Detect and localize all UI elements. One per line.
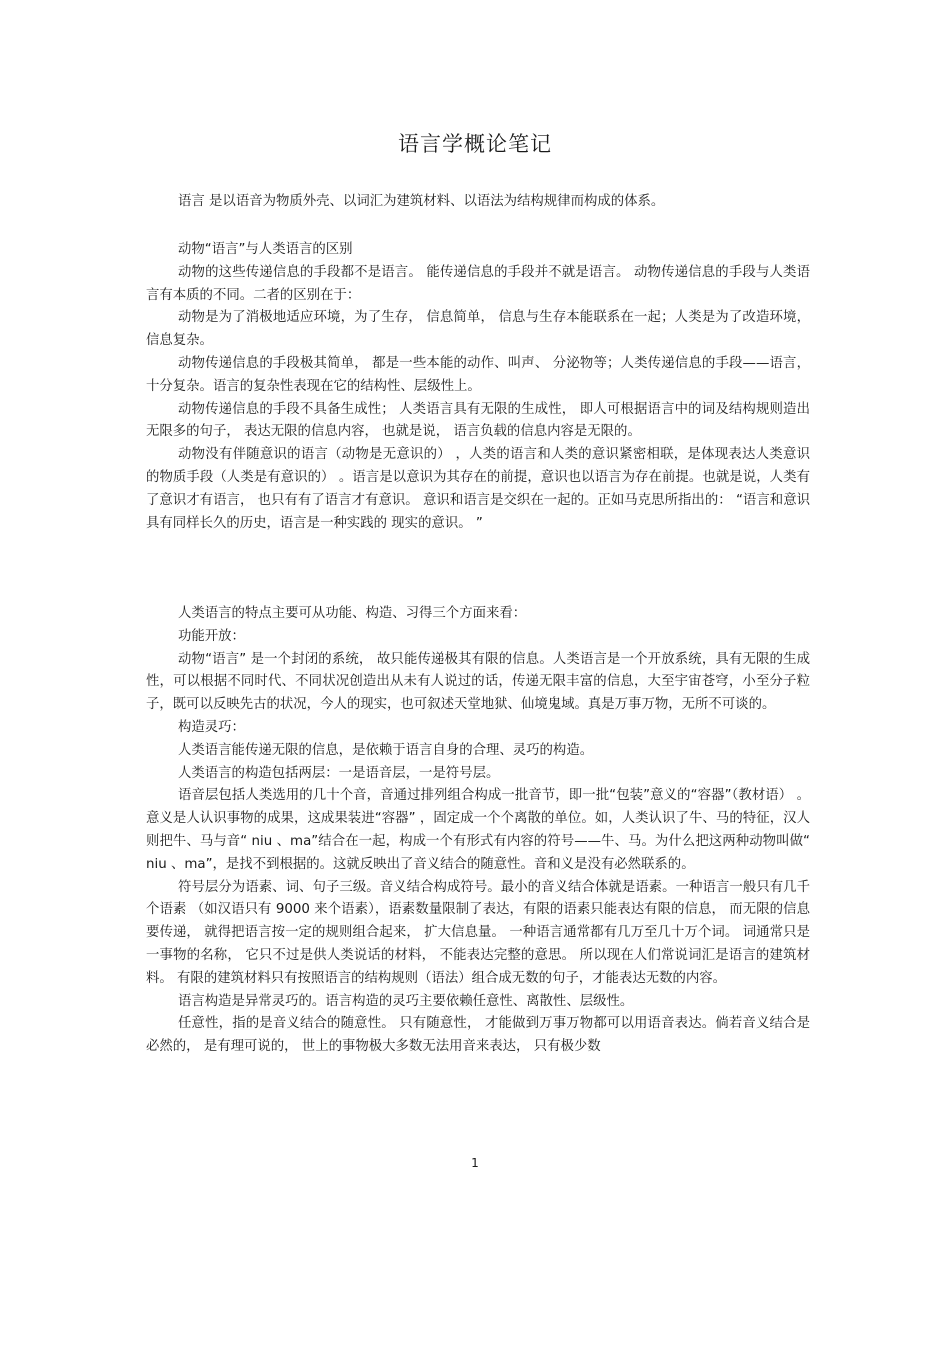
section-heading: 人类语言的特点主要可从功能、构造、习得三个方面来看： [178, 606, 527, 621]
section-animal-vs-human [146, 239, 810, 535]
paragraph-text: 人类语言能传递无限的信息，是依赖于语言自身的合理、灵巧的构造。 [178, 742, 594, 758]
paragraph-text: 符号层分为语素、词、句子三级。音义结合构成符号。最小的音义结合体就是语素。一种语言一般只有几千个语素 （如汉语只有 9000 来个语素），语素数量限制了表达，有限的语素只能表达有限的信息， 而无限的信息要传递， 就得把语言按一定的规则组合起来， 扩大信息量。 一种语言通常都有几万至几十万个词。 词通常只是一事物的名称， 它只不过是供人类说话的材料， 不能表达完整的意思。 所以现在人们常说词汇是语言的建筑材料。 有限的建筑材料只有按照语言的结构规则（语法）组合成无数的句子，才能表达无数的内容。 [146, 879, 810, 986]
subsection-heading: 功能开放： [178, 628, 245, 644]
paragraph-text: 动物传递信息的手段不具备生成性； 人类语言具有无限的生成性， 即人可根据语言中的词及结构规则造出无限多的句子， 表达无限的信息内容， 也就是说， 语言负载的信息内容是无限的。 [146, 401, 810, 440]
page-title: 语言学概论笔记 [398, 132, 552, 156]
paragraph-text: 任意性，指的是音义结合的随意性。 只有随意性， 才能做到万事万物都可以用语音表达。倘若音义结合是必然的， 是有理可说的， 世上的事物极大多数无法用音来表达， 只有极少数 [146, 1016, 810, 1055]
paragraph-text: 人类语言的构造包括两层：一是语音层，一是符号层。 [178, 765, 500, 781]
section-heading: 动物“语言”与人类语言的区别 [178, 242, 353, 257]
section-features [146, 603, 810, 1059]
paragraph-text: 语言构造是异常灵巧的。语言构造的灵巧主要依赖任意性、离散性、层级性。 [178, 993, 634, 1009]
paragraph-text: 动物是为了消极地适应环境，为了生存， 信息简单， 信息与生存本能联系在一起；人类是为了改造环境，信息复杂。 [146, 310, 810, 349]
subsection-heading: 构造灵巧： [178, 719, 245, 735]
paragraph-text: 动物的这些传递信息的手段都不是语言。 能传递信息的手段并不就是语言。 动物传递信息的手段与人类语言有本质的不同。二者的区别在于： [146, 264, 810, 303]
paragraph-text: 动物传递信息的手段极其简单， 都是一些本能的动作、叫声、 分泌物等；人类传递信息的手段——语言，十分复杂。语言的复杂性表现在它的结构性、层级性上。 [146, 355, 810, 394]
paragraph-text: 语言 是以语音为物质外壳、以词汇为建筑材料、以语法为结构规律而构成的体系。 [178, 194, 665, 209]
paragraph-text: 动物“语言” 是一个封闭的系统， 故只能传递极其有限的信息。人类语言是一个开放系统，具有无限的生成性，可以根据不同时代、不同状况创造出从未有人说过的话，传递无限丰富的信息，大至宇宙苍穹，小至分子粒子，既可以反映先古的状况，今人的现实，也可叙述天堂地狱、仙境鬼域。真是万事万物，无所不可谈的。 [146, 651, 810, 713]
paragraph-text: 语音层包括人类选用的几十个音，音通过排列组合构成一批音节，即一批“包装”意义的“容器”（教材语） 。意义是人认识事物的成果，这成果装进“容器” ，固定成一个个离散的单位。如，人类认识了牛、马的特征，汉人则把牛、马与音“ niu 、ma”结合在一起，构成一个有形式有内容的符号——牛、马。为什么把这两种动物叫做“ niu 、ma”，是找不到根据的。这就反映出了音义结合的随意性。音和义是没有必然联系的。 [146, 788, 810, 872]
paragraph-definition [146, 191, 810, 214]
paragraph-text: 动物没有伴随意识的语言（动物是无意识的） ，人类的语言和人类的意识紧密相联，是体现表达人类意识的物质手段（人类是有意识的） 。语言是以意识为其存在的前提，意识也以语言为存在前提。也就是说，人类有了意识才有语言， 也只有有了语言才有意识。 意识和语言是交织在一起的。正如马克思所指出的： “语言和意识具有同样长久的历史，语言是一种实践的 现实的意识。 ” [146, 447, 810, 531]
page-number: 1 [471, 1156, 479, 1170]
